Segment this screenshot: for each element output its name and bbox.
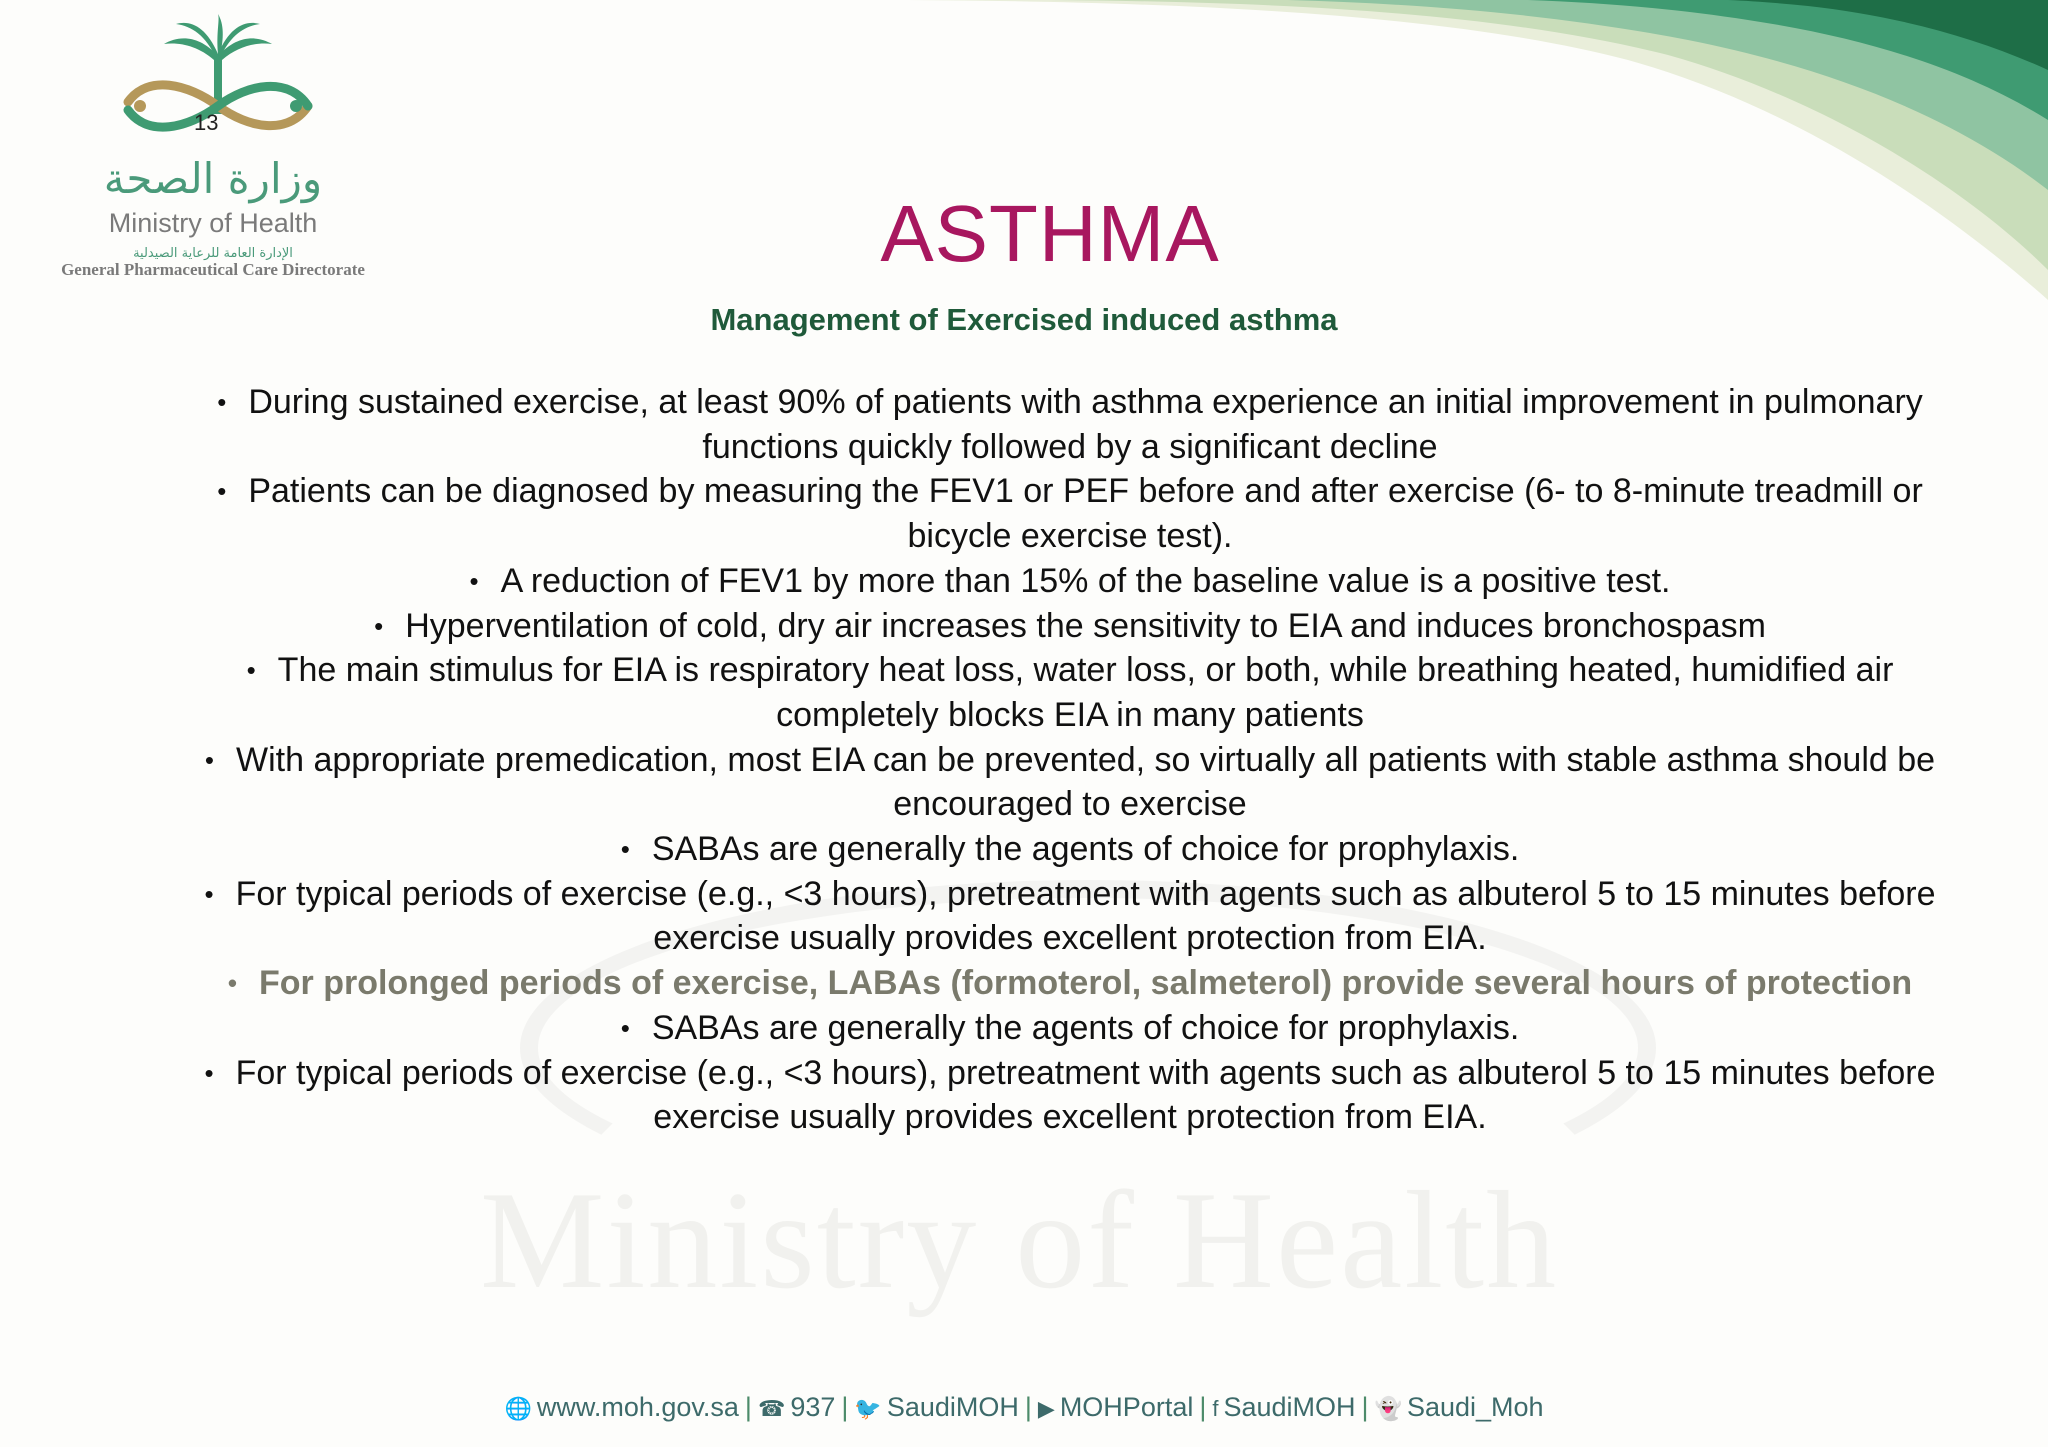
logo-english-name: Ministry of Health — [108, 208, 318, 238]
bullet-dot-icon: • — [620, 834, 630, 865]
bullet-text: SABAs are generally the agents of choice for prophylaxis. — [651, 830, 1520, 869]
logo-arabic-directorate: الإدارة العامة للرعاية الصيدلية — [133, 246, 293, 261]
footer-contacts — [0, 1392, 2048, 1423]
bullet-item — [200, 469, 1940, 558]
footer-separator: | — [744, 1392, 752, 1422]
bullet-item — [200, 559, 1940, 604]
footer-separator: | — [1024, 1392, 1032, 1422]
bullet-text: During sustained exercise, at least 90% of patients with asthma experience an initial improvement in pulmonary functions quickly followed by a significant decline — [248, 383, 1923, 466]
logo-english-directorate: General Pharmaceutical Care Directorate — [61, 260, 365, 279]
snapchat-icon: 👻 — [1374, 1396, 1402, 1421]
youtube-icon: ▶ — [1037, 1396, 1055, 1421]
footer-item-facebook[interactable] — [1212, 1392, 1355, 1422]
bullet-item — [200, 961, 1940, 1006]
bullet-dot-icon: • — [204, 1057, 214, 1088]
bullet-item — [200, 380, 1940, 469]
footer-separator: | — [1199, 1392, 1207, 1422]
bullet-dot-icon: • — [374, 610, 384, 641]
bullet-item — [200, 1051, 1940, 1140]
bullet-item — [200, 738, 1940, 827]
bullet-text: For typical periods of exercise (e.g., <3 hours), pretreatment with agents such as albuterol 5 to 15 minutes before exercise usually provides excellent protection from EIA. — [235, 874, 1936, 958]
bullet-text: With appropriate premedication, most EIA can be prevented, so virtually all patients with stable asthma should be encouraged to exercise — [236, 740, 1936, 824]
footer-separator: | — [841, 1392, 849, 1422]
bullet-text: The main stimulus for EIA is respiratory heat loss, water loss, or both, while breathing heated, humidified air completely blocks EIA in many patients — [277, 651, 1894, 734]
phone-icon: ☎ — [757, 1396, 786, 1421]
footer-item-label: 937 — [790, 1392, 836, 1422]
footer-item-label: MOHPortal — [1059, 1392, 1194, 1422]
footer-item-youtube[interactable] — [1038, 1392, 1193, 1422]
bullet-item — [200, 827, 1940, 872]
bullet-dot-icon: • — [204, 744, 215, 775]
bullet-item — [200, 604, 1940, 649]
bullet-item — [200, 1006, 1940, 1051]
footer-item-snapchat[interactable] — [1375, 1392, 1544, 1422]
bullet-text: Patients can be diagnosed by measuring the FEV1 or PEF before and after exercise (6- to 8-minute treadmill or bicycle exercise test). — [248, 472, 1923, 556]
logo-arabic-name: وزارة الصحة — [103, 154, 323, 203]
bullet-item — [200, 872, 1940, 961]
globe-icon: 🌐 — [504, 1396, 532, 1421]
footer-item-phone[interactable] — [758, 1392, 835, 1422]
bullet-dot-icon: • — [620, 1012, 630, 1043]
bullet-text: SABAs are generally the agents of choice for prophylaxis. — [651, 1008, 1520, 1047]
bullet-dot-icon: • — [469, 565, 479, 596]
footer-separator: | — [1361, 1392, 1369, 1422]
bullet-dot-icon: • — [246, 655, 256, 686]
footer-item-label: SaudiMOH — [1223, 1392, 1356, 1422]
footer-item-label: SaudiMOH — [886, 1392, 1019, 1422]
bullet-dot-icon: • — [217, 476, 227, 507]
bullet-dot-icon: • — [217, 387, 227, 417]
watermark-text: Ministry of Health — [480, 1163, 1559, 1318]
twitter-icon: 🐦 — [854, 1396, 882, 1421]
page-number: 13 — [194, 110, 219, 135]
slide-subtitle: Management of Exercised induced asthma — [710, 302, 1338, 337]
bullet-dot-icon: • — [204, 878, 214, 909]
bullet-dot-icon: • — [227, 968, 237, 999]
slide-title: ASTHMA — [880, 189, 1220, 278]
bullet-text: Hyperventilation of cold, dry air increases the sensitivity to EIA and induces bronchospasm — [405, 606, 1766, 645]
bullet-text: A reduction of FEV1 by more than 15% of the baseline value is a positive test. — [500, 561, 1671, 600]
bullet-text: For typical periods of exercise (e.g., <3 hours), pretreatment with agents such as albuterol 5 to 15 minutes before exercise usually provides excellent protection from EIA. — [235, 1053, 1936, 1137]
footer-item-twitter[interactable] — [854, 1392, 1018, 1422]
bullet-item — [200, 648, 1940, 737]
bullet-list — [200, 380, 1940, 1140]
footer-item-globe[interactable] — [504, 1392, 738, 1422]
bullet-text: For prolonged periods of exercise, LABAs (formoterol, salmeterol) provide several hours of protection — [259, 964, 1913, 1003]
footer-item-label: www.moh.gov.sa — [536, 1392, 739, 1422]
facebook-icon: f — [1212, 1396, 1219, 1421]
footer-item-label: Saudi_Moh — [1406, 1392, 1544, 1422]
